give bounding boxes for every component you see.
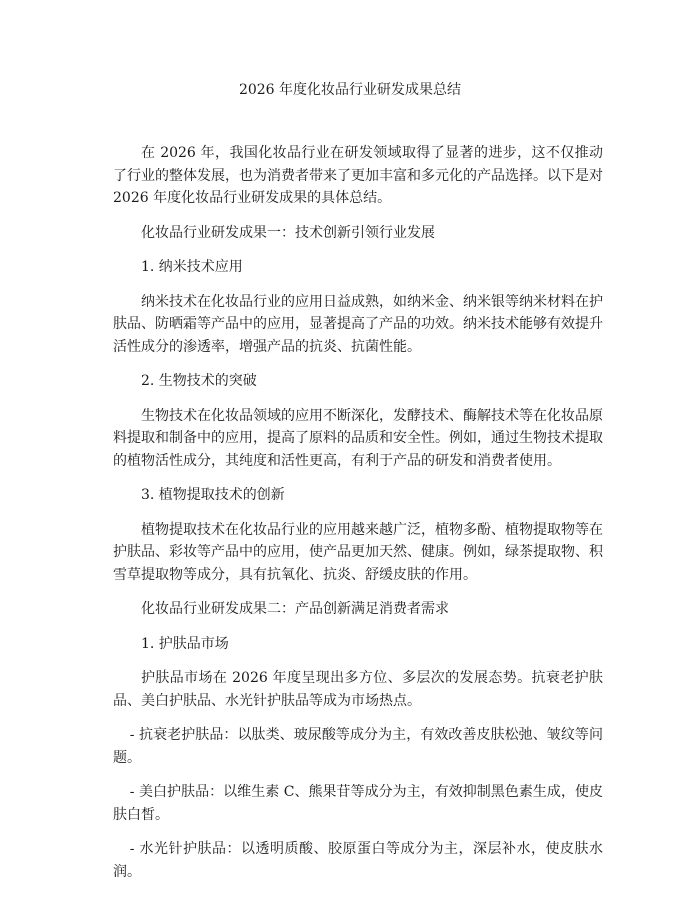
section-2-item-1-heading: 1. 护肤品市场 xyxy=(141,635,229,652)
section-1-heading: 化妆品行业研发成果一：技术创新引领行业发展 xyxy=(141,224,435,241)
bullet-whitening: - 美白护肤品：以维生素 C、熊果苷等成分为主，有效抑制黑色素生成，使皮肤白皙。 xyxy=(113,784,603,823)
bullet-anti-aging: - 抗衰老护肤品：以肽类、玻尿酸等成分为主，有效改善皮肤松弛、皱纹等问题。 xyxy=(113,727,603,766)
item-1-body: 纳米技术在化妆品行业的应用日益成熟，如纳米金、纳米银等纳米材料在护肤品、防晒霜等产品中的应用，显著提高了产品的功效。纳米技术能够有效提升活性成分的渗透率，增强产品的抗炎、抗菌性能。 xyxy=(113,293,603,355)
item-2-body: 生物技术在化妆品领域的应用不断深化，发酵技术、酶解技术等在化妆品原料提取和制备中的应用，提高了原料的品质和安全性。例如，通过生物技术提取的植物活性成分，其纯度和活性更高，有利于产品的研发和消费者使用。 xyxy=(113,407,603,469)
item-2-heading: 2. 生物技术的突破 xyxy=(141,373,257,389)
section-2-item-1-body: 护肤品市场在 2026 年度呈现出多方位、多层次的发展态势。抗衰老护肤品、美白护肤品、水光针护肤品等成为市场热点。 xyxy=(113,670,603,709)
intro-paragraph: 在 2026 年，我国化妆品行业在研发领域取得了显著的进步，这不仅推动了行业的整体发展，也为消费者带来了更加丰富和多元化的产品选择。以下是对 2026 年度化妆品行业研发成果的具体总结。 xyxy=(113,145,603,206)
document-title: 2026 年度化妆品行业研发成果总结 xyxy=(238,82,462,98)
section-2-heading: 化妆品行业研发成果二：产品创新满足消费者需求 xyxy=(141,601,449,617)
item-3-heading: 3. 植物提取技术的创新 xyxy=(141,487,285,503)
item-1-heading: 1. 纳米技术应用 xyxy=(141,259,243,275)
document-body xyxy=(113,142,603,895)
bullet-hydration: - 水光针护肤品：以透明质酸、胶原蛋白等成分为主，深层补水，使皮肤水润。 xyxy=(113,841,603,880)
item-3-body: 植物提取技术在化妆品行业的应用越来越广泛，植物多酚、植物提取物等在护肤品、彩妆等产品中的应用，使产品更加天然、健康。例如，绿茶提取物、积雪草提取物等成分，具有抗氧化、抗炎、舒缓皮肤的作用。 xyxy=(113,521,603,583)
